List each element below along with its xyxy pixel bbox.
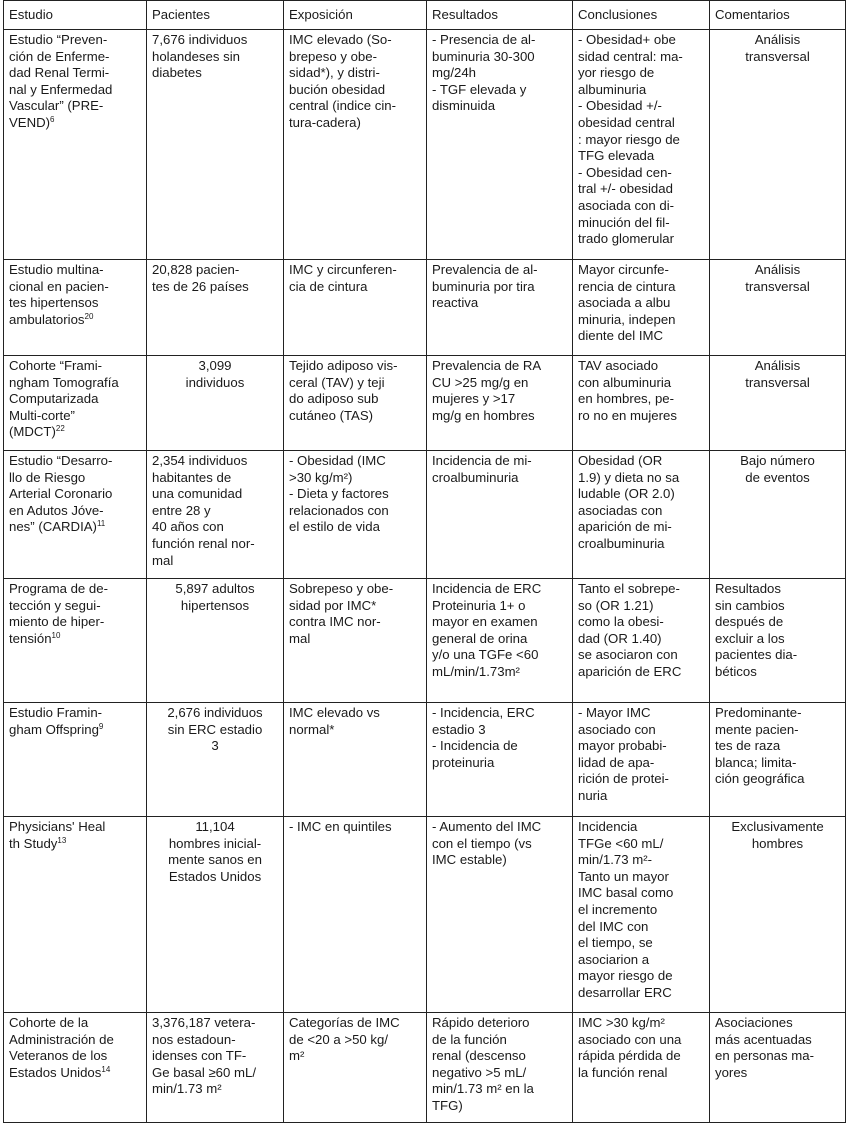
cell-exposicion: Categorías de IMC de <20 a >50 kg/ m² [284, 1013, 427, 1123]
cell-resultados: - Presencia de al- buminuria 30-300 mg/24h - TGF elevada y disminuida [427, 30, 573, 260]
cell-estudio [4, 1013, 147, 1123]
cell-exposicion: IMC elevado (So- brepeso y obe- sidad*), y distri- bución obesidad central (indice cin- tura-cadera) [284, 30, 427, 260]
cell-comentarios: Análisis transversal [710, 30, 846, 260]
table-row [4, 356, 846, 451]
cell-conclusiones: - Mayor IMC asociado con mayor probabi- lidad de apa- rición de protei- nuria [573, 703, 710, 817]
table-row [4, 451, 846, 579]
cell-estudio [4, 817, 147, 1013]
cell-exposicion: - IMC en quintiles [284, 817, 427, 1013]
cell-exposicion: Sobrepeso y obe- sidad por IMC* contra IMC nor- mal [284, 579, 427, 703]
cell-pacientes: 2,354 individuos habitantes de una comunidad entre 28 y 40 años con función renal nor- mal [147, 451, 284, 579]
header-exposicion: Exposición [284, 1, 427, 30]
cell-resultados: Incidencia de ERC Proteinuria 1+ o mayor en examen general de orina y/o una TGFe <60 mL/min/1.73m² [427, 579, 573, 703]
cell-conclusiones: Incidencia TFGe <60 mL/ min/1.73 m²- Tanto un mayor IMC basal como el incremento del IMC con el tiempo, se asociarion a mayor riesgo de desarrollar ERC [573, 817, 710, 1013]
cell-pacientes: 2,676 individuos sin ERC estadio 3 [147, 703, 284, 817]
cell-pacientes: 5,897 adultos hipertensos [147, 579, 284, 703]
reference-number: 20 [84, 311, 94, 321]
cell-resultados: Prevalencia de RA CU >25 mg/g en mujeres y >17 mg/g en hombres [427, 356, 573, 451]
reference-number: 13 [57, 835, 67, 845]
cell-comentarios: Análisis transversal [710, 260, 846, 356]
reference-number: 22 [55, 424, 65, 434]
table-row [4, 579, 846, 703]
cell-estudio [4, 451, 147, 579]
header-comentarios: Comentarios [710, 1, 846, 30]
cell-estudio [4, 579, 147, 703]
cell-pacientes: 11,104 hombres inicial- mente sanos en Estados Unidos [147, 817, 284, 1013]
table-row [4, 1013, 846, 1123]
cell-pacientes: 7,676 individuos holandeses sin diabetes [147, 30, 284, 260]
cell-conclusiones: TAV asociado con albuminuria en hombres, pe- ro no en mujeres [573, 356, 710, 451]
cell-exposicion: - Obesidad (IMC >30 kg/m²) - Dieta y factores relacionados con el estilo de vida [284, 451, 427, 579]
cell-conclusiones: - Obesidad+ obe sidad central: ma- yor riesgo de albuminuria - Obesidad +/- obesidad central : mayor riesgo de TFG elevada - Obesidad cen- tral +/- obesidad asociada con di- minución del fil- trado glomerular [573, 30, 710, 260]
estudio-text: Estudio Framin- gham Offspring [9, 705, 103, 737]
cell-conclusiones: IMC >30 kg/m² asociado con una rápida pérdida de la función renal [573, 1013, 710, 1123]
estudio-text: Cohorte “Frami- ngham Tomografía Computarizada Multi-corte” (MDCT) [9, 358, 119, 440]
header-estudio: Estudio [4, 1, 147, 30]
cell-comentarios: Exclusivamente hombres [710, 817, 846, 1013]
estudio-text: Estudio “Desarro- llo de Riesgo Arterial Coronario en Adutos Jóve- nes” (CARDIA) [9, 453, 113, 535]
cell-comentarios: Análisis transversal [710, 356, 846, 451]
cell-estudio [4, 260, 147, 356]
cell-resultados: Rápido deterioro de la función renal (descenso negativo >5 mL/ min/1.73 m² en la TFG) [427, 1013, 573, 1123]
estudio-text: Programa de de- tección y segui- miento de hiper- tensión [9, 581, 108, 646]
cell-resultados: - Aumento del IMC con el tiempo (vs IMC estable) [427, 817, 573, 1013]
estudio-text: Cohorte de la Administración de Veteranos de los Estados Unidos [9, 1015, 114, 1080]
cell-comentarios: Predominante- mente pacien- tes de raza blanca; limita- ción geográfica [710, 703, 846, 817]
header-conclusiones: Conclusiones [573, 1, 710, 30]
cell-conclusiones: Tanto el sobrepe- so (OR 1.21) como la obesi- dad (OR 1.40) se asociaron con aparición de ERC [573, 579, 710, 703]
cell-exposicion: IMC elevado vs normal* [284, 703, 427, 817]
cell-pacientes: 3,099 individuos [147, 356, 284, 451]
estudio-text: Estudio “Preven- ción de Enferme- dad Renal Termi- nal y Enfermedad Vascular” (PRE- VEND) [9, 32, 113, 130]
studies-table [3, 0, 846, 1123]
table-row [4, 30, 846, 260]
reference-number: 6 [50, 114, 55, 124]
cell-estudio [4, 30, 147, 260]
cell-pacientes: 3,376,187 vetera- nos estadoun- idenses con TF- Ge basal ≥60 mL/ min/1.73 m² [147, 1013, 284, 1123]
cell-resultados: Incidencia de mi- croalbuminuria [427, 451, 573, 579]
header-row [4, 1, 846, 30]
cell-resultados: Prevalencia de al- buminuria por tira reactiva [427, 260, 573, 356]
cell-comentarios: Asociaciones más acentuadas en personas ma- yores [710, 1013, 846, 1123]
cell-comentarios: Bajo número de eventos [710, 451, 846, 579]
cell-comentarios: Resultados sin cambios después de excluir a los pacientes dia- béticos [710, 579, 846, 703]
cell-estudio [4, 703, 147, 817]
reference-number: 14 [101, 1064, 111, 1074]
cell-exposicion: Tejido adiposo vis- ceral (TAV) y teji do adiposo sub cutáneo (TAS) [284, 356, 427, 451]
cell-exposicion: IMC y circunferen- cia de cintura [284, 260, 427, 356]
cell-estudio [4, 356, 147, 451]
cell-resultados: - Incidencia, ERC estadio 3 - Incidencia de proteinuria [427, 703, 573, 817]
reference-number: 10 [51, 630, 61, 640]
cell-conclusiones: Mayor circunfe- rencia de cintura asociada a albu minuria, indepen diente del IMC [573, 260, 710, 356]
estudio-text: Physicians' Heal th Study [9, 819, 106, 851]
cell-pacientes: 20,828 pacien- tes de 26 países [147, 260, 284, 356]
table-row [4, 817, 846, 1013]
header-pacientes: Pacientes [147, 1, 284, 30]
reference-number: 9 [98, 721, 104, 731]
table-row [4, 260, 846, 356]
cell-conclusiones: Obesidad (OR 1.9) y dieta no sa ludable (OR 2.0) asociadas con aparición de mi- croalbuminuria [573, 451, 710, 579]
reference-number: 11 [96, 519, 106, 529]
estudio-text: Estudio multina- cional en pacien- tes hipertensos ambulatorios [9, 262, 109, 327]
header-resultados: Resultados [427, 1, 573, 30]
table-row [4, 703, 846, 817]
